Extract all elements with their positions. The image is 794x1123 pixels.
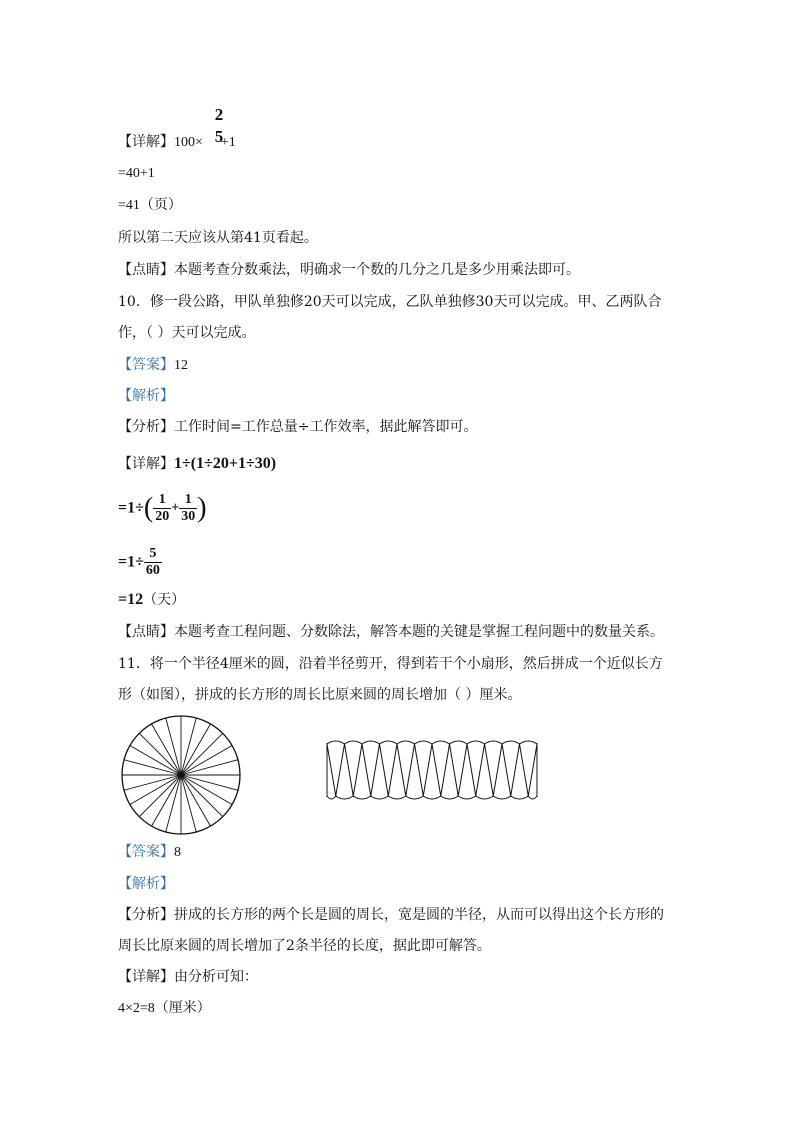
comment-label: 【点睛】 [118,624,174,640]
comment-label: 【点睛】 [118,262,174,278]
radius-line [181,718,196,775]
q11-question-line2: 形（如图），拼成的长方形的周长比原来圆的周长增加（ ）厘米。 [118,687,522,703]
analysis-text-1: 拼成的长方形的两个长是圆的周长，宽是圆的半径，从而可以得出这个长方形的 [174,907,664,923]
radius-line [166,718,181,775]
step2-prefix: =1÷ [118,553,144,571]
q11-detail [118,967,258,987]
q10-detail [118,454,276,474]
radius-line [181,760,238,775]
frac-den: 60 [145,563,160,578]
analysis-sub-label: 【分析】 [118,907,174,923]
step1-fraction-2 [179,492,197,525]
close-paren: ) [197,492,207,524]
open-paren: ( [143,492,154,524]
q10-answer [118,355,188,376]
step1-prefix: =1÷ [118,499,144,517]
q10-question-line1: 10．修一段公路，甲队单独修20天可以完成，乙队单独修30天可以完成。甲、乙两队合 [118,294,662,310]
q10-step1 [118,492,207,525]
q10-analysis-label: 【解析】 [118,388,174,404]
plus-sign: + [171,500,180,516]
q9-step2: =41（页） [118,198,182,213]
answer-value: 12 [174,358,188,373]
detail-text: 由分析可知： [174,969,258,985]
radius-line [166,775,181,832]
radius-line [124,760,181,775]
q9-frac-num: 2 [214,105,224,124]
expr-suffix: +1 [220,135,236,150]
q10-step2 [118,546,162,579]
q9-step1: =40+1 [118,166,155,181]
q10-comment [118,622,664,642]
q11-analysis-line1 [118,905,664,925]
sector-strips [327,741,537,799]
circle-radii [122,716,240,834]
q10-analysis [118,417,477,437]
answer-value: 8 [174,845,181,860]
detail-expr: 1÷(1÷20+1÷30) [174,455,277,472]
top-arcs [327,741,537,744]
q10-step3 [118,590,185,610]
comment-text: 本题考查工程问题、分数除法，解答本题的关键是掌握工程问题中的数量关系。 [174,624,664,640]
q9-conclusion: 所以第二天应该从第41页看起。 [118,230,318,246]
circle-sectors-figure [116,710,246,840]
comment-text: 本题考查分数乘法，明确求一个数的几分之几是多少用乘法即可。 [174,262,580,278]
step2-fraction [144,546,162,579]
step1-fraction-1 [153,492,171,525]
q11-analysis-line2: 周长比原来圆的周长增加了2条半径的长度，据此即可解答。 [118,938,491,954]
frac-den: 20 [155,509,170,524]
step3-unit: （天） [143,592,186,608]
step3-value: =12 [118,591,144,608]
detail-label: 【详解】 [118,456,174,472]
analysis-text: 工作时间=工作总量÷工作效率，据此解答即可。 [174,419,478,435]
sector-edges [327,744,537,796]
q11-answer [118,842,181,863]
radius-line [181,775,196,832]
q11-calc: 4×2=8（厘米） [118,1001,211,1016]
q11-analysis-label: 【解析】 [118,876,174,892]
q9-fraction [212,104,226,148]
answer-label: 【答案】 [118,357,174,373]
detail-label: 【详解】 [118,969,174,985]
q10-question-line2: 作，（ ）天可以完成。 [118,325,256,341]
frac-num: 5 [149,546,157,561]
frac-den: 30 [181,509,196,524]
radius-line [124,775,181,790]
radius-line [181,775,238,790]
rearranged-rectangle-figure [324,738,540,802]
expr-prefix: 100× [174,135,203,150]
bottom-arcs [327,796,537,799]
q9-comment [118,260,580,280]
q9-frac-den: 5 [214,127,224,146]
frac-num: 1 [158,492,166,507]
detail-label: 【详解】 [118,134,174,150]
analysis-sub-label: 【分析】 [118,419,174,435]
answer-label: 【答案】 [118,844,174,860]
q11-question-line1: 11．将一个半径4厘米的圆，沿着半径剪开，得到若干个小扇形，然后拼成一个近似长方 [118,656,663,672]
frac-num: 1 [184,492,192,507]
